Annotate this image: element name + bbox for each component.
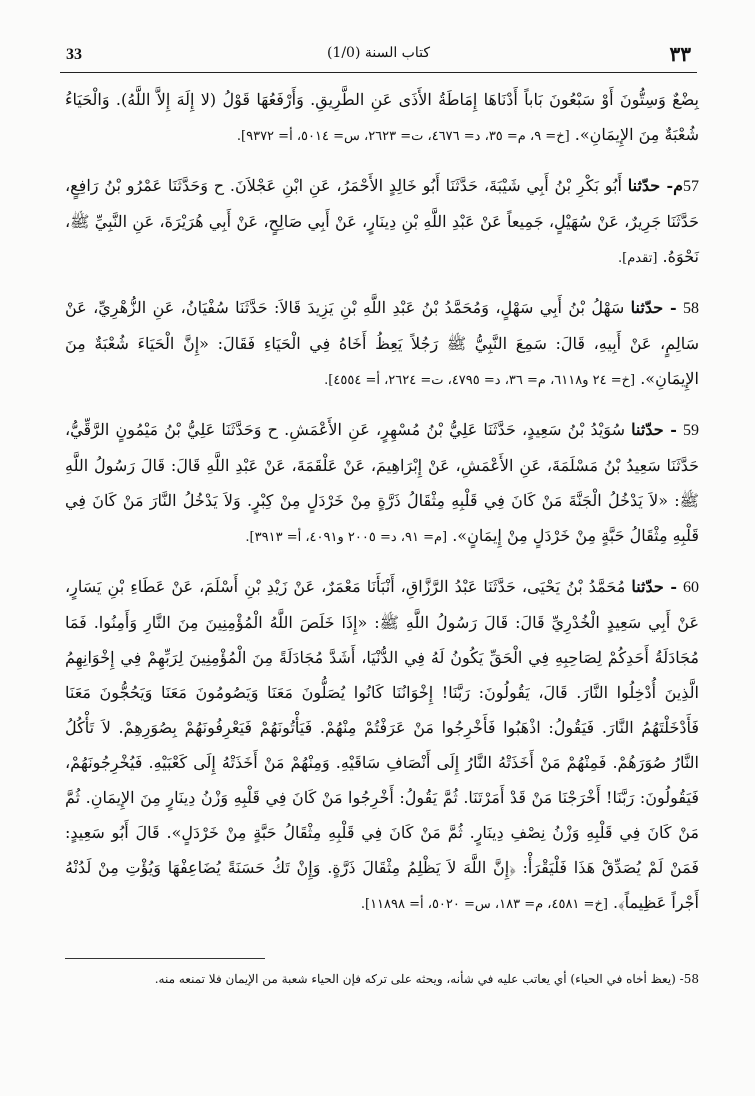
hadith-60 <box>65 569 699 922</box>
hadith-58 <box>65 290 699 398</box>
page-number-arabic: ٣٣ <box>669 42 691 66</box>
footnote <box>65 970 699 988</box>
hadith-reference: [خ= ٢٤ و٦١١٨، م= ٣٦، د= ٤٧٩٥، ت= ٢٦٢٤، أ= ٤٥٥٤]. <box>324 373 636 388</box>
page-number-latin: 33 <box>66 46 82 63</box>
footnote-text: 58- (يعظ أخاه في الحياء) أي يعاتب عليه في شأنه، ويحثه على تركه فإن الحياء شعبة من الإيمان فلا تمنعه منه. <box>154 972 699 986</box>
hadith-text: سَهْلُ بْنُ أَبِي سَهْلٍ، وَمُحَمَّدُ بْنُ عَبْدِ اللَّهِ بْنِ يَزِيدَ قَالاَ: حَدَّثَنَا سُفْيَانُ، عَنِ الزُّهْرِيِّ، عَنْ سَالِمٍ، عَنْ أَبِيهِ، قَالَ: سَمِعَ النَّبِيُّ ﷺ رَجُلاً يَعِظُ أَخَاهُ فِي الْحَيَاءِ فَقَالَ: «إِنَّ الْحَيَاءَ شُعْبَةٌ مِنَ الإِيمَانِ». <box>65 298 699 388</box>
hadith-57 <box>65 168 699 276</box>
hadith-lead: - حدّثنا <box>631 577 677 596</box>
hadith-number: 59 <box>683 422 700 439</box>
page-body <box>65 82 699 936</box>
hadith-59 <box>65 412 699 555</box>
hadith-number: 57 <box>683 178 699 195</box>
hadith-reference: [تقدم]. <box>618 251 658 266</box>
hadith-lead: - حدّثنا <box>630 298 677 317</box>
footnote-divider <box>65 958 265 959</box>
hadith-text: سُوَيْدُ بْنُ سَعِيدٍ، حَدَّثَنَا عَلِيُّ بْنُ مُسْهِرٍ، عَنِ الأَعْمَشِ. ح وَحَدَّثَنَا عَلِيُّ بْنُ مَيْمُونٍ الرَّقِّيُّ، حَدَّثَنَا سَعِيدُ بْنُ مَسْلَمَةَ، عَنِ الأَعْمَشِ، عَنْ إِبْرَاهِيمَ، عَنْ عَلْقَمَةَ، عَنْ عَبْدِ اللَّهِ قَالَ: قَالَ رَسُولُ اللَّهِ ﷺ: «لاَ يَدْخُلُ الْجَنَّةَ مَنْ كَانَ فِي قَلْبِهِ مِثْقَالُ ذَرَّةٍ مِنْ خَرْدَلٍ مِنْ كِبْرٍ. وَلاَ يَدْخُلُ النَّارَ مَنْ كَانَ فِي قَلْبِهِ مِثْقَالُ حَبَّةٍ مِنْ خَرْدَلٍ مِنْ إِيمَانٍ». <box>65 420 699 545</box>
hadith-text: أَبُو بَكْرِ بْنُ أَبِي شَيْبَةَ، حَدَّثَنَا أَبُو خَالِدٍ الأَحْمَرُ، عَنِ ابْنِ عَجْلاَنَ. ح وَحَدَّثَنَا عَمْرُو بْنُ رَافِعٍ، حَدَّثَنَا جَرِيرٌ، عَنْ سُهَيْلٍ، جَمِيعاً عَنْ عَبْدِ اللَّهِ بْنِ دِينَارٍ، عَنْ أَبِي صَالِحٍ، عَنْ أَبِي هُرَيْرَةَ، عَنِ النَّبِيِّ ﷺ، نَحْوَهُ. <box>65 176 699 266</box>
hadith-reference: [خ= ٤٥٨١، م= ١٨٣، س= ٥٠٢٠، أ= ١١٨٩٨]. <box>360 897 608 912</box>
hadith-reference: [خ= ٩، م= ٣٥، د= ٤٦٧٦، ت= ٢٦٢٣، س= ٥٠١٤، أ= ٩٣٧٢]. <box>236 129 570 144</box>
page-header <box>60 40 697 73</box>
hadith-number: 60 <box>683 579 700 596</box>
hadith-text: بِضْعٌ وَسِتُّونَ أَوْ سَبْعُونَ بَاباً أَدْنَاهَا إِمَاطَةُ الأَذَى عَنِ الطَّرِيقِ. وَأَرْفَعُهَا قَوْلُ (لا إِلَهَ إِلاَّ اللَّهُ). وَالْحَيَاءُ شُعْبَةٌ مِنَ الإِيمَانِ». <box>65 90 699 144</box>
running-title: (1/0) كتاب السنة <box>326 45 431 61</box>
hadith-number: 58 <box>683 300 700 317</box>
hadith-text: مُحَمَّدُ بْنُ يَحْيَى، حَدَّثَنَا عَبْدُ الرَّزَّاقِ، أَنْبَأَنَا مَعْمَرٌ، عَنْ زَيْدِ بْنِ أَسْلَمَ، عَنْ عَطَاءِ بْنِ يَسَارٍ، عَنْ أَبِي سَعِيدٍ الْخُدْرِيِّ قَالَ: قَالَ رَسُولُ اللَّهِ ﷺ: «إِذَا خَلَصَ اللَّهُ الْمُؤْمِنِينَ مِنَ النَّارِ وَأَمِنُوا. فَمَا مُجَادَلَةُ أَحَدِكُمْ لِصَاحِبِهِ فِي الْحَقِّ يَكُونُ لَهُ فِي الدُّنْيَا، أَشَدَّ مُجَادَلَةً مِنَ الْمُؤْمِنِينَ لِرَبِّهِمْ فِي إِخْوَانِهِمُ الَّذِينَ أُدْخِلُوا النَّارَ. قَالَ، يَقُولُونَ: رَبَّنَا! إِخْوَانُنَا كَانُوا يُصَلُّونَ مَعَنَا وَيَصُومُونَ مَعَنَا وَيَحُجُّونَ مَعَنَا فَأَدْخَلْتَهُمُ النَّارَ. فَيَقُولُ: اذْهَبُوا فَأَخْرِجُوا مَنْ عَرَفْتُمْ مِنْهُمْ. فَيَأْتُونَهُمْ فَيَعْرِفُونَهُمْ بِصُوَرِهِمْ. لاَ تَأْكُلُ النَّارُ صُوَرَهُمْ. فَمِنْهُمْ مَنْ أَخَذَتْهُ النَّارُ إِلَى أَنْصَافِ سَاقَيْهِ. وَمِنْهُمْ مَنْ أَخَذَتْهُ إِلَى كَعْبَيْهِ. فَيُخْرِجُونَهُمْ، فَيَقُولُونَ: رَبَّنَا! أَخْرَجْنَا مَنْ قَدْ أَمَرْتَنَا. ثُمَّ يَقُولُ: أَخْرِجُوا مَنْ كَانَ فِي قَلْبِهِ وَزْنُ دِينَارٍ مِنَ الإِيمَانِ. ثُمَّ مَنْ كَانَ فِي قَلْبِهِ وَزْنُ نِصْفِ دِينَارٍ. ثُمَّ مَنْ كَانَ فِي قَلْبِهِ مِثْقَالُ حَبَّةٍ مِنْ خَرْدَلٍ». قَالَ أَبُو سَعِيدٍ: فَمَنْ لَمْ يُصَدِّقْ هَذَا فَلْيَقْرَأْ: ﴿إِنَّ اللَّهَ لاَ يَظْلِمُ مِثْقَالَ ذَرَّةٍ. وَإِنْ تَكُ حَسَنَةً يُضَاعِفْهَا وَيُؤْتِ مِنْ لَدُنْهُ أَجْراً عَظِيماً﴾. <box>65 577 699 912</box>
hadith-lead: - حدّثنا <box>631 420 677 439</box>
hadith-reference: [م= ٩١، د= ٢٠٠٥ و٤٠٩١، أ= ٣٩١٣]. <box>245 530 448 545</box>
hadith-continuation <box>65 82 699 154</box>
hadith-lead: م- حدّثنا <box>627 176 683 195</box>
